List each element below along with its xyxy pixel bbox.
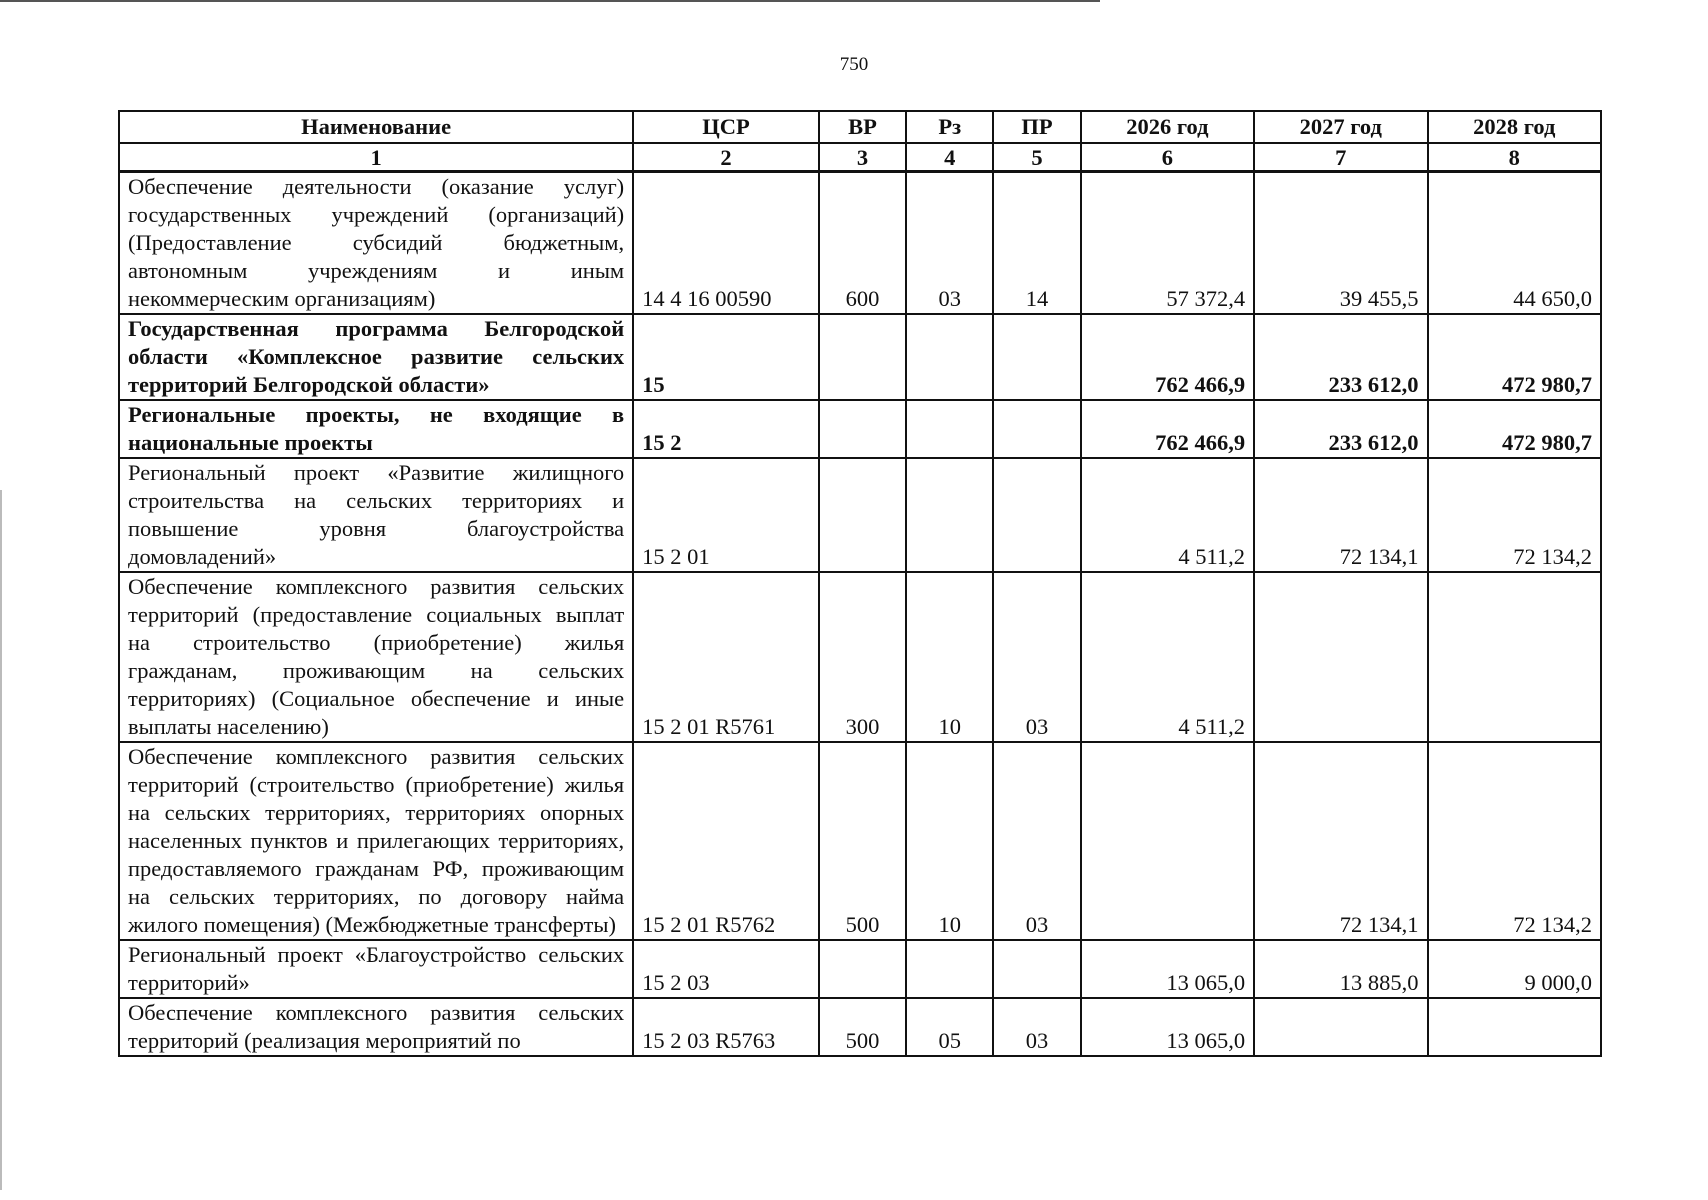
row-csr: 15 2 01 R5762 <box>633 742 819 940</box>
table-row <box>119 314 1601 400</box>
row-2027: 13 885,0 <box>1254 940 1427 998</box>
scan-edge-top <box>0 0 1100 2</box>
row-2026: 762 466,9 <box>1081 400 1254 458</box>
row-2026: 57 372,4 <box>1081 172 1254 315</box>
column-number: 8 <box>1428 143 1602 172</box>
row-rz: 03 <box>906 172 993 315</box>
header-2027: 2027 год <box>1254 111 1427 143</box>
row-csr: 15 2 03 <box>633 940 819 998</box>
page-number: 750 <box>839 54 869 75</box>
row-vr <box>819 458 906 572</box>
row-2026: 762 466,9 <box>1081 314 1254 400</box>
row-rz <box>906 314 993 400</box>
row-csr: 15 <box>633 314 819 400</box>
budget-table <box>118 110 1602 1057</box>
row-vr: 300 <box>819 572 906 742</box>
table-row <box>119 400 1601 458</box>
row-2026 <box>1081 742 1254 940</box>
column-number: 1 <box>119 143 633 172</box>
row-2027: 72 134,1 <box>1254 458 1427 572</box>
row-name: Обеспечение комплексного развития сельских территорий (строительство (приобретение) жилья на сельских территориях, территориях опорных населенных пунктов и прилегающих территориях, предоставляемого гражданам РФ, проживающим на сельских территориях, по договору найма жилого помещения) (Межбюджетные трансферты) <box>119 742 633 940</box>
column-number: 7 <box>1254 143 1427 172</box>
row-vr <box>819 400 906 458</box>
row-2028: 72 134,2 <box>1428 458 1602 572</box>
row-pr <box>993 314 1080 400</box>
row-2026: 13 065,0 <box>1081 998 1254 1056</box>
row-pr <box>993 400 1080 458</box>
row-pr: 03 <box>993 998 1080 1056</box>
row-2028: 9 000,0 <box>1428 940 1602 998</box>
table-row <box>119 940 1601 998</box>
row-pr: 03 <box>993 742 1080 940</box>
row-2027: 39 455,5 <box>1254 172 1427 315</box>
row-rz: 10 <box>906 742 993 940</box>
header-csr: ЦСР <box>633 111 819 143</box>
row-2028: 472 980,7 <box>1428 314 1602 400</box>
row-pr: 14 <box>993 172 1080 315</box>
row-rz <box>906 940 993 998</box>
column-number: 2 <box>633 143 819 172</box>
row-2027: 72 134,1 <box>1254 742 1427 940</box>
header-vr: ВР <box>819 111 906 143</box>
row-name: Обеспечение деятельности (оказание услуг) государственных учреждений (организаций) (Предоставление субсидий бюджетным, автономным учреждениям и иным некоммерческим организациям) <box>119 172 633 315</box>
row-rz <box>906 458 993 572</box>
row-name: Обеспечение комплексного развития сельских территорий (предоставление социальных выплат на строительство (приобретение) жилья гражданам, проживающим на сельских территориях) (Социальное обеспечение и иные выплаты населению) <box>119 572 633 742</box>
row-csr: 15 2 <box>633 400 819 458</box>
column-number: 3 <box>819 143 906 172</box>
header-name: Наименование <box>119 111 633 143</box>
row-csr: 15 2 01 R5761 <box>633 572 819 742</box>
row-csr: 14 4 16 00590 <box>633 172 819 315</box>
row-2027 <box>1254 572 1427 742</box>
table-row <box>119 998 1601 1056</box>
table-row <box>119 572 1601 742</box>
column-number-row <box>119 143 1601 172</box>
row-vr <box>819 940 906 998</box>
row-rz <box>906 400 993 458</box>
row-pr <box>993 940 1080 998</box>
row-pr: 03 <box>993 572 1080 742</box>
row-2028 <box>1428 572 1602 742</box>
row-name: Государственная программа Белгородской области «Комплексное развитие сельских территорий Белгородской области» <box>119 314 633 400</box>
row-name: Региональный проект «Благоустройство сельских территорий» <box>119 940 633 998</box>
row-2026: 4 511,2 <box>1081 572 1254 742</box>
row-2026: 4 511,2 <box>1081 458 1254 572</box>
table-row <box>119 172 1601 315</box>
table-row <box>119 742 1601 940</box>
row-2028: 72 134,2 <box>1428 742 1602 940</box>
row-rz: 05 <box>906 998 993 1056</box>
row-2027 <box>1254 998 1427 1056</box>
row-vr: 600 <box>819 172 906 315</box>
row-csr: 15 2 03 R5763 <box>633 998 819 1056</box>
row-csr: 15 2 01 <box>633 458 819 572</box>
header-rz: Рз <box>906 111 993 143</box>
row-2028: 44 650,0 <box>1428 172 1602 315</box>
column-number: 5 <box>993 143 1080 172</box>
header-2028: 2028 год <box>1428 111 1602 143</box>
row-name: Региональные проекты, не входящие в национальные проекты <box>119 400 633 458</box>
table-row <box>119 458 1601 572</box>
header-pr: ПР <box>993 111 1080 143</box>
column-number: 4 <box>906 143 993 172</box>
row-vr: 500 <box>819 998 906 1056</box>
row-name: Региональный проект «Развитие жилищного строительства на сельских территориях и повышение уровня благоустройства домовладений» <box>119 458 633 572</box>
row-vr <box>819 314 906 400</box>
header-2026: 2026 год <box>1081 111 1254 143</box>
row-2028: 472 980,7 <box>1428 400 1602 458</box>
row-2027: 233 612,0 <box>1254 314 1427 400</box>
row-2028 <box>1428 998 1602 1056</box>
header-row <box>119 111 1601 143</box>
row-pr <box>993 458 1080 572</box>
column-number: 6 <box>1081 143 1254 172</box>
row-2026: 13 065,0 <box>1081 940 1254 998</box>
table-body <box>119 172 1601 1057</box>
row-rz: 10 <box>906 572 993 742</box>
scan-edge-left <box>0 490 2 1190</box>
row-vr: 500 <box>819 742 906 940</box>
row-name: Обеспечение комплексного развития сельских территорий (реализация мероприятий по <box>119 998 633 1056</box>
row-2027: 233 612,0 <box>1254 400 1427 458</box>
